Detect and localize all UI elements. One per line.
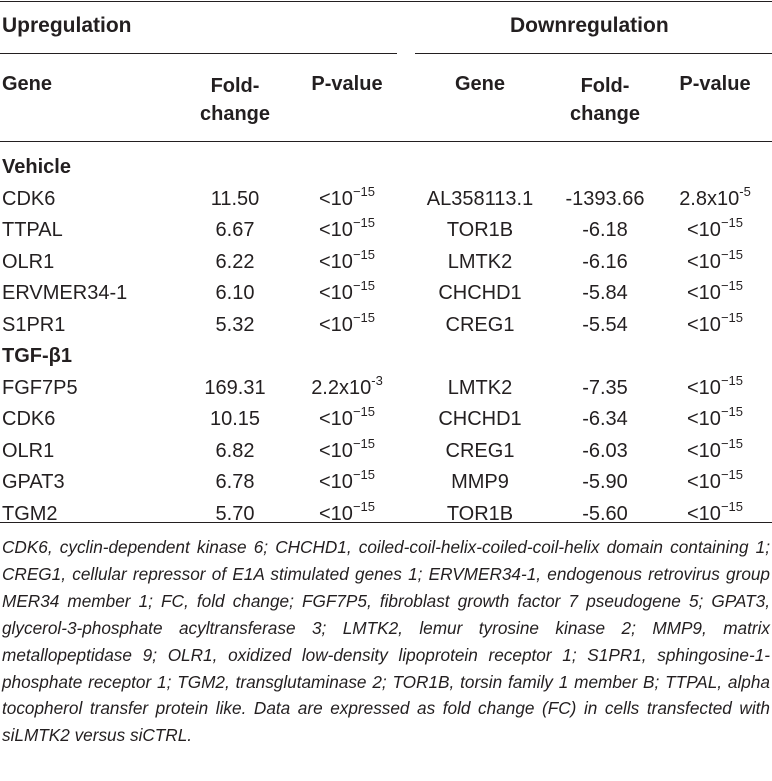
cell-up-gene: FGF7P5 xyxy=(2,376,78,399)
table-top-rule xyxy=(0,1,772,2)
cell-down-fold-change: -5.84 xyxy=(582,282,628,304)
pvalue-exponent: −15 xyxy=(720,246,743,262)
cell-up-gene: S1PR1 xyxy=(2,313,66,336)
header-bottom-rule xyxy=(0,141,772,142)
upregulation-heading: Upregulation xyxy=(2,14,132,37)
downregulation-heading: Downregulation xyxy=(510,14,669,37)
fold-line1: Fold- xyxy=(210,75,260,97)
cell-down-fold-change: -6.03 xyxy=(582,439,628,462)
cell-down-pvalue xyxy=(663,183,767,211)
cell-up-pvalue xyxy=(295,183,399,211)
column-header-pvalue-down: P-value xyxy=(679,73,751,95)
pvalue-exponent: −15 xyxy=(720,372,743,388)
column-header-fold-up xyxy=(185,72,285,128)
fold-line1: Fold- xyxy=(580,75,630,97)
cell-down-fold-change: -5.90 xyxy=(582,471,628,493)
pvalue-base: <10 xyxy=(687,313,721,336)
cell-up-pvalue xyxy=(295,215,399,242)
cell-down-gene: LMTK2 xyxy=(447,250,513,273)
cell-up-pvalue xyxy=(295,246,399,274)
cell-down-gene: LMTK2 xyxy=(447,376,513,399)
cell-down-fold-change: -1393.66 xyxy=(565,187,645,210)
cell-down-gene: AL358113.1 xyxy=(426,187,534,210)
cell-up-pvalue xyxy=(295,278,399,305)
pvalue-exponent: −15 xyxy=(352,309,375,325)
cell-up-pvalue xyxy=(295,498,399,526)
cell-up-fold-change: 6.22 xyxy=(215,250,255,273)
pvalue-base: <10 xyxy=(319,250,353,273)
pvalue-base: 2.2x10 xyxy=(311,376,372,399)
pvalue-base: 2.8x10 xyxy=(679,187,740,210)
cell-down-pvalue xyxy=(663,498,767,526)
cell-up-gene: TTPAL xyxy=(2,219,63,241)
cell-up-gene: CDK6 xyxy=(2,408,56,430)
cell-down-pvalue xyxy=(663,404,767,431)
cell-up-gene: OLR1 xyxy=(2,250,55,273)
cell-down-fold-change: -5.60 xyxy=(582,502,628,525)
table-footnote: CDK6, cyclin-dependent kinase 6; CHCHD1, coiled-coil-helix-coiled-coil-helix domain containing 1; CREG1, cellular repressor of E1A stimulated genes 1; ERVMER34-1, endogenous retrovirus group MER34 member 1; FC, fold change; FGF7P5, fibroblast growth factor 7 pseudogene 5; GPAT3, glycerol-3-phosphate acyltransferase 3; LMTK2, lemur tyrosine kinase 2; MMP9, matrix metallopeptidase 9; OLR1, oxidized low-density lipoprotein receptor 1; S1PR1, sphingosine-1-phosphate receptor 1; TGM2, transglutaminase 2; TOR1B, torsin family 1 member B; TTPAL, alpha tocopherol transfer protein like. Data are expressed as fold change (FC) in cells transfected with siLMTK2 versus siCTRL. xyxy=(2,537,770,746)
cell-down-fold-change: -7.35 xyxy=(582,376,628,399)
pvalue-exponent: −15 xyxy=(720,278,743,294)
cell-up-gene: TGM2 xyxy=(2,502,58,525)
cell-up-fold-change: 6.78 xyxy=(215,471,255,493)
cell-up-pvalue xyxy=(295,309,399,337)
cell-down-gene: CREG1 xyxy=(445,439,515,462)
pvalue-exponent: −15 xyxy=(720,467,743,483)
pvalue-exponent: −15 xyxy=(352,183,375,199)
cell-down-fold-change: -6.34 xyxy=(582,408,628,430)
pvalue-exponent: −15 xyxy=(720,498,743,514)
cell-down-gene: CHCHD1 xyxy=(438,408,522,430)
pvalue-base: <10 xyxy=(687,502,721,525)
pvalue-base: <10 xyxy=(687,282,721,304)
fold-line2: change xyxy=(199,103,271,125)
cell-down-gene: MMP9 xyxy=(451,471,509,493)
cell-up-gene: CDK6 xyxy=(2,187,56,210)
pvalue-exponent: −15 xyxy=(352,278,375,294)
pvalue-base: <10 xyxy=(319,439,353,462)
pvalue-base: <10 xyxy=(687,219,721,241)
cell-down-fold-change: -6.16 xyxy=(582,250,628,273)
pvalue-exponent: -5 xyxy=(739,183,751,199)
cell-down-gene: CHCHD1 xyxy=(438,282,522,304)
column-header-pvalue-up: P-value xyxy=(311,73,383,95)
pvalue-base: <10 xyxy=(319,408,353,430)
cell-down-pvalue xyxy=(663,215,767,242)
cell-up-fold-change: 6.82 xyxy=(215,439,255,462)
pvalue-base: <10 xyxy=(319,219,353,241)
fold-line2: change xyxy=(569,103,641,125)
cell-down-pvalue xyxy=(663,372,767,400)
pvalue-exponent: −15 xyxy=(720,435,743,451)
cell-up-pvalue xyxy=(295,467,399,494)
pvalue-base: <10 xyxy=(687,439,721,462)
cell-up-gene: OLR1 xyxy=(2,439,55,462)
pvalue-exponent: −15 xyxy=(720,309,743,325)
cell-down-pvalue xyxy=(663,467,767,494)
pvalue-exponent: −15 xyxy=(720,404,743,420)
cell-down-pvalue xyxy=(663,278,767,305)
pvalue-base: <10 xyxy=(319,313,353,336)
pvalue-exponent: −15 xyxy=(720,215,743,231)
group-label: Vehicle xyxy=(2,156,71,178)
pvalue-exponent: −15 xyxy=(352,404,375,420)
cell-up-pvalue xyxy=(295,435,399,463)
pvalue-base: <10 xyxy=(319,187,353,210)
cell-down-fold-change: -6.18 xyxy=(582,219,628,241)
pvalue-base: <10 xyxy=(319,471,353,493)
cell-up-fold-change: 6.10 xyxy=(215,282,255,304)
pvalue-exponent: −15 xyxy=(352,435,375,451)
pvalue-base: <10 xyxy=(319,502,353,525)
pvalue-base: <10 xyxy=(319,282,353,304)
upregulation-rule xyxy=(0,53,397,54)
pvalue-base: <10 xyxy=(687,408,721,430)
pvalue-exponent: −15 xyxy=(352,215,375,231)
cell-down-gene: TOR1B xyxy=(446,219,514,241)
cell-up-gene: GPAT3 xyxy=(2,471,65,493)
cell-up-fold-change: 169.31 xyxy=(204,376,266,399)
cell-down-pvalue xyxy=(663,309,767,337)
cell-up-pvalue xyxy=(295,372,399,400)
cell-up-fold-change: 5.32 xyxy=(215,313,255,336)
pvalue-exponent: −15 xyxy=(352,498,375,514)
cell-down-pvalue xyxy=(663,246,767,274)
group-label: TGF-β1 xyxy=(2,345,72,367)
cell-up-fold-change: 11.50 xyxy=(210,187,260,210)
pvalue-exponent: −15 xyxy=(352,467,375,483)
cell-down-pvalue xyxy=(663,435,767,463)
pvalue-base: <10 xyxy=(687,471,721,493)
pvalue-base: <10 xyxy=(687,376,721,399)
cell-up-fold-change: 10.15 xyxy=(209,408,261,430)
column-header-gene-up: Gene xyxy=(2,73,53,95)
downregulation-rule xyxy=(415,53,772,54)
pvalue-exponent: −15 xyxy=(352,246,375,262)
column-header-fold-down xyxy=(555,72,655,128)
cell-up-pvalue xyxy=(295,404,399,431)
cell-up-gene: ERVMER34-1 xyxy=(2,282,128,304)
pvalue-exponent: -3 xyxy=(371,372,383,388)
pvalue-base: <10 xyxy=(687,250,721,273)
cell-up-fold-change: 5.70 xyxy=(215,502,255,525)
cell-down-gene: CREG1 xyxy=(445,313,515,336)
column-header-gene-down: Gene xyxy=(454,73,506,95)
cell-down-fold-change: -5.54 xyxy=(582,313,628,336)
cell-up-fold-change: 6.67 xyxy=(215,219,255,241)
cell-down-gene: TOR1B xyxy=(446,502,514,525)
